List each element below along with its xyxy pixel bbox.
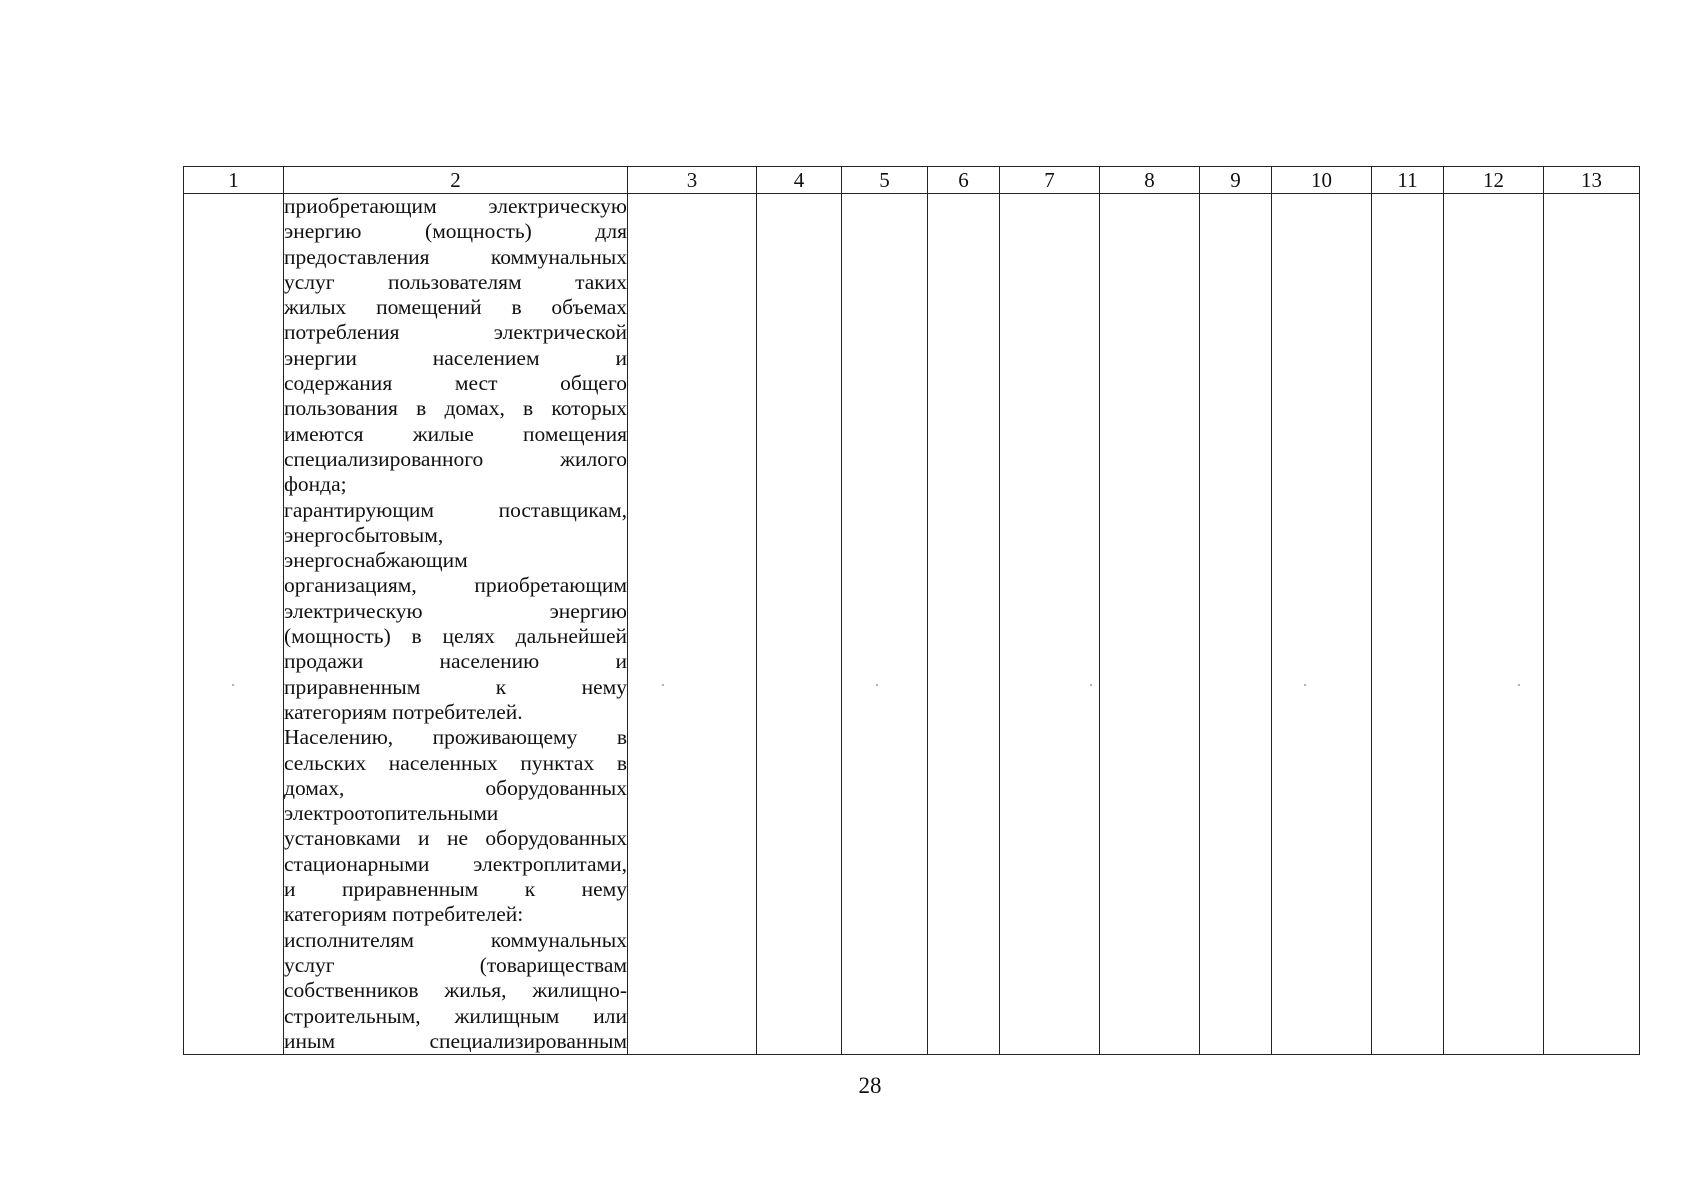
scan-speck [662, 684, 664, 686]
column-header-12: 12 [1444, 167, 1544, 194]
table-cell-col-5 [842, 194, 928, 1055]
column-header-6: 6 [928, 167, 1000, 194]
cell-text-line: приобретающим электрическую [284, 194, 627, 218]
cell-text-line: строительным, жилищным или [284, 1003, 627, 1028]
column-header-7: 7 [1000, 167, 1100, 194]
cell-text-line: исполнителям коммунальных [284, 927, 627, 952]
page-number: 28 [858, 1073, 882, 1098]
cell-text-line: гарантирующим поставщикам, [284, 497, 627, 522]
column-header-4: 4 [757, 167, 842, 194]
table-cell-col-2 [284, 194, 628, 1055]
table-cell-col-12 [1444, 194, 1544, 1055]
column-header-13: 13 [1544, 167, 1640, 194]
cell-text-line: установками и не оборудованных [284, 826, 627, 851]
table-cell-col-3 [628, 194, 757, 1055]
table-cell-col-9 [1200, 194, 1272, 1055]
scan-speck [1090, 684, 1092, 686]
cell-text-line: иным специализированным [284, 1028, 627, 1053]
scan-speck [232, 684, 234, 686]
cell-text-line: фонда; [284, 472, 347, 497]
table-cell-col-11 [1372, 194, 1444, 1055]
cell-text-line: (мощность) в целях дальнейшей [284, 624, 627, 649]
cell-text-line: содержания мест общего [284, 371, 627, 396]
cell-text-line: категориям потребителей: [284, 902, 524, 927]
cell-text-line: энергии населением и [284, 345, 627, 370]
column-header-3: 3 [628, 167, 757, 194]
table-cell-col-1 [184, 194, 284, 1055]
data-table [183, 166, 1640, 1055]
cell-text-line: пользования в домах, в которых [284, 396, 627, 421]
table-cell-col-7 [1000, 194, 1100, 1055]
table-cell-col-4 [757, 194, 842, 1055]
cell-text-line: услуг (товариществам [284, 952, 627, 977]
cell-text-line: энергосбытовым, [284, 522, 444, 547]
cell-text-line: электрическую энергию [284, 598, 627, 623]
cell-text-line: энергоснабжающим [284, 548, 468, 573]
table-cell-col-8 [1100, 194, 1200, 1055]
cell-text-line: имеются жилые помещения [284, 421, 627, 446]
cell-text-line: сельских населенных пунктах в [284, 750, 627, 775]
column-header-10: 10 [1272, 167, 1372, 194]
table-cell-col-13 [1544, 194, 1640, 1055]
scan-speck [876, 684, 878, 686]
cell-text-line: специализированного жилого [284, 446, 627, 471]
column-header-11: 11 [1372, 167, 1444, 194]
cell-text-line: и приравненным к нему [284, 877, 627, 902]
column-header-5: 5 [842, 167, 928, 194]
scan-speck [1304, 684, 1306, 686]
cell-text-line: стационарными электроплитами, [284, 851, 627, 876]
cell-text-line: потребления электрической [284, 320, 627, 345]
header-row [184, 167, 1640, 194]
table-cell-col-6 [928, 194, 1000, 1055]
cell-text-line: собственников жилья, жилищно- [284, 978, 627, 1003]
scan-speck [1518, 684, 1520, 686]
column-header-8: 8 [1100, 167, 1200, 194]
table-row [184, 194, 1640, 1055]
cell-text-line: энергию (мощность) для [284, 219, 627, 244]
cell-text-line: продажи населению и [284, 649, 627, 674]
table-cell-col-10 [1272, 194, 1372, 1055]
cell-text-line: домах, оборудованных [284, 775, 627, 800]
column-header-1: 1 [184, 167, 284, 194]
cell-text-line: услуг пользователям таких [284, 269, 627, 294]
column-header-9: 9 [1200, 167, 1272, 194]
cell-text-line: электроотопительными [284, 801, 499, 826]
cell-text-line: Населению, проживающему в [284, 725, 627, 750]
cell-text-line: жилых помещений в объемах [284, 295, 627, 320]
column-header-2: 2 [284, 167, 628, 194]
cell-text-line: предоставления коммунальных [284, 244, 627, 269]
cell-text-line: приравненным к нему [284, 674, 627, 699]
cell-text-line: категориям потребителей. [284, 699, 523, 724]
cell-text-line: организациям, приобретающим [284, 573, 627, 598]
